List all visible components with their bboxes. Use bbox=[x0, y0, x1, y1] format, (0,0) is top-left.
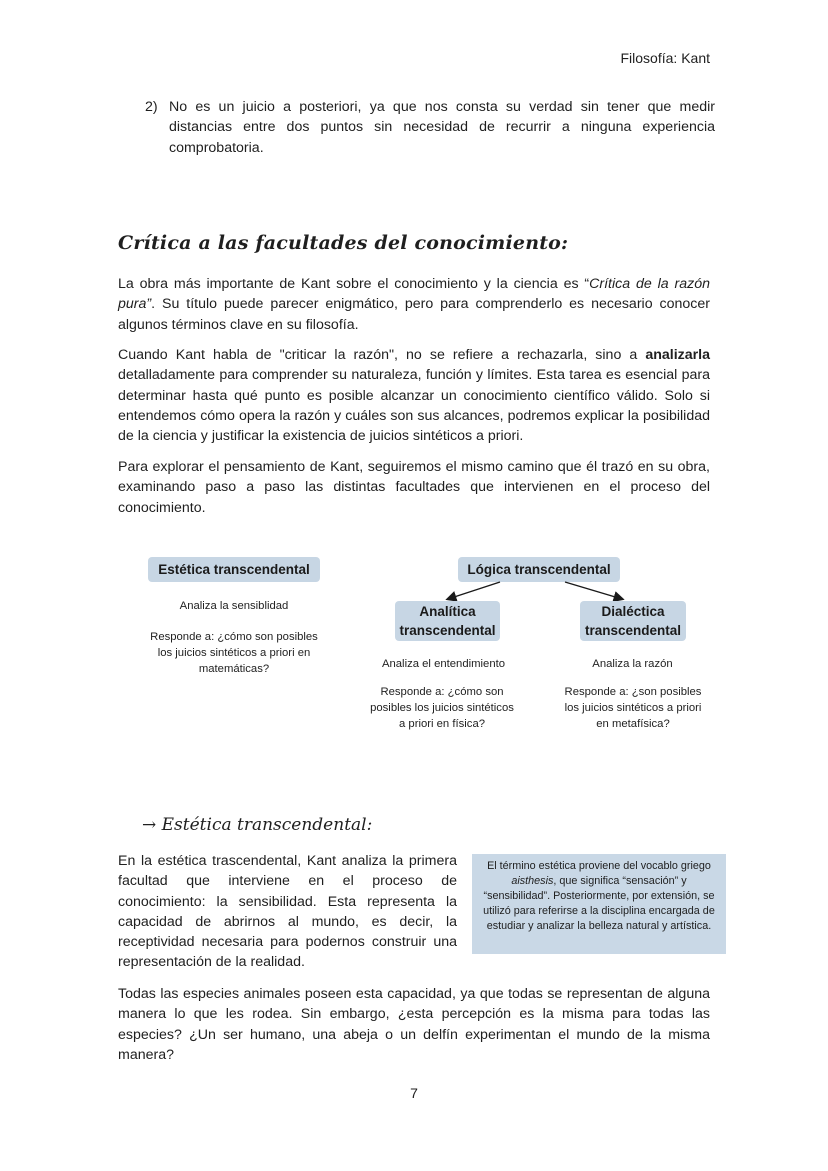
analitica-label-line2: transcendental bbox=[399, 623, 496, 638]
arrow-to-analitica bbox=[448, 582, 500, 599]
note-term: aisthesis bbox=[511, 875, 554, 887]
p2-text-b: detalladamente para comprender su naturaleza, función y límites. Esta tarea es esencial para determinar hasta qué punto es posible alcanzar un conocimiento científico válido. Solo si entendemos cómo opera la razón y cuáles son sus alcances, podremos explicar la posibilidad de la ciencia y justificar la existencia de juicios sintéticos a priori. bbox=[118, 367, 710, 445]
estetica-desc: Analiza la sensiblidad bbox=[179, 600, 289, 612]
analitica-label-line1: Analítica bbox=[419, 604, 476, 619]
paragraph-sensibilidad: En la estética trascendental, Kant analiza la primera facultad que interviene en el proceso de conocimiento: la sensibilidad. Esta representa la capacidad de abrirnos al mundo, es decir, la receptividad necesaria para podernos construir una representación de la realidad. bbox=[118, 853, 457, 971]
note-text-a: El término estética proviene del vocablo griego bbox=[487, 860, 711, 872]
running-header: Filosofía: Kant bbox=[620, 50, 710, 66]
estetica-question: Responde a: ¿cómo son posibles los juicios sintéticos a priori en matemáticas? bbox=[150, 631, 318, 675]
p1-text-a: La obra más importante de Kant sobre el conocimiento y la ciencia es “ bbox=[118, 276, 590, 292]
p1-book-title: Crítica de la razón pura” bbox=[118, 276, 710, 313]
p2-bold: analizarla bbox=[645, 347, 710, 363]
page-number: 7 bbox=[410, 1085, 418, 1101]
analitica-label bbox=[395, 601, 500, 641]
dialectica-label bbox=[580, 601, 686, 641]
analitica-desc: Analiza el entendimiento bbox=[381, 658, 506, 670]
dialectica-label-line2: transcendental bbox=[584, 623, 682, 638]
paragraph-especies: Todas las especies animales poseen esta capacidad, ya que todas se representan de alguna manera lo que les rodea. Sin embargo, ¿esta percepción es la misma para todas las especies? ¿Un ser humano, una abeja o un delfín experimentan el mundo de la misma manera? bbox=[118, 986, 710, 1063]
arrow-to-dialectica bbox=[565, 582, 622, 599]
p1-text-b: . Su título puede parecer enigmático, pero para comprenderlo es necesario conocer algunos términos clave en su filosofía. bbox=[118, 296, 710, 333]
note-box-aisthesis bbox=[472, 854, 726, 954]
dialectica-label-line1: Dialéctica bbox=[601, 604, 665, 619]
list-text: No es un juicio a posteriori, ya que nos consta su verdad sin tener que medir distancias entre dos puntos sin necesidad de recurrir a ninguna experiencia comprobatoria. bbox=[169, 99, 715, 156]
dialectica-desc: Analiza la razón bbox=[592, 658, 673, 670]
list-number: 2) bbox=[145, 99, 158, 115]
estetica-label: Estética transcendental bbox=[148, 557, 320, 582]
section-title-critica: Crítica a las facultades del conocimiento: bbox=[118, 232, 569, 254]
section-title-estetica: → Estética transcendental: bbox=[142, 815, 373, 835]
note-text-b: , que significa “sensación” y “sensibilidad”. Posteriormente, por extensión, se utilizó para referirse a la disciplina encargada de estudiar y analizar la belleza natural y artística. bbox=[483, 875, 715, 932]
analitica-question: Responde a: ¿cómo son posibles los juicios sintéticos a priori en física? bbox=[370, 686, 514, 730]
logica-label: Lógica transcendental bbox=[458, 557, 620, 582]
dialectica-question: Responde a: ¿son posibles los juicios sintéticos a priori en metafísica? bbox=[564, 686, 702, 730]
paragraph-explorar: Para explorar el pensamiento de Kant, seguiremos el mismo camino que él trazó en su obra, examinando paso a paso las distintas facultades que intervienen en el proceso del conocimiento. bbox=[118, 459, 710, 516]
p2-text-a: Cuando Kant habla de "criticar la razón", no se refiere a rechazarla, sino a bbox=[118, 347, 646, 363]
